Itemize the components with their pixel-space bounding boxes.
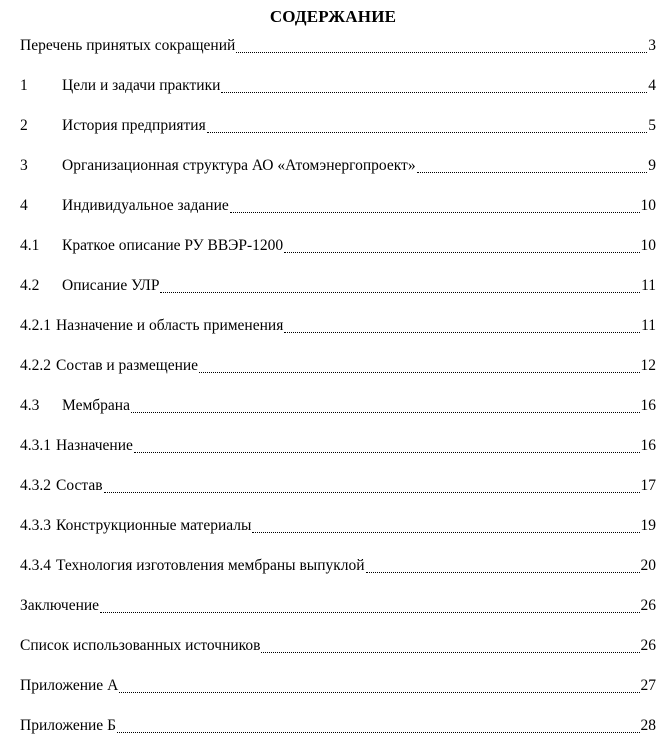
toc-entry-page: 4 — [648, 77, 656, 94]
toc-entry-text: Заключение — [20, 597, 100, 614]
toc-dot-leader — [100, 596, 639, 613]
toc-entry-text: Приложение А — [20, 677, 119, 694]
toc-entry-page: 11 — [641, 277, 656, 294]
toc-entry-text: Перечень принятых сокращений — [20, 37, 236, 54]
toc-entry-number: 2 — [20, 117, 28, 134]
toc-entry[interactable] — [20, 356, 656, 396]
toc-entry[interactable] — [20, 196, 656, 236]
toc-entry[interactable] — [20, 476, 656, 516]
toc-entry-number: 3 — [20, 157, 28, 174]
toc-entry[interactable] — [20, 556, 656, 596]
toc-entry[interactable] — [20, 36, 656, 76]
toc-entry-number: 4 — [20, 197, 28, 214]
toc-entry-text: Краткое описание РУ ВВЭР-1200 — [62, 237, 284, 254]
toc-dot-leader — [261, 636, 639, 653]
toc-entry-text: Приложение Б — [20, 717, 116, 734]
toc-entry-number: 4.3.2 — [20, 477, 51, 494]
toc-entry[interactable] — [20, 636, 656, 676]
toc-entry[interactable] — [20, 716, 656, 756]
toc-dot-leader — [284, 236, 639, 253]
toc-entry-page: 16 — [640, 397, 656, 414]
toc-entry-page: 9 — [648, 157, 656, 174]
toc-entry-number: 4.3 — [20, 397, 40, 414]
toc-entry-text: Мембрана — [62, 397, 130, 414]
toc-entry-text: Назначение — [56, 437, 133, 454]
toc-entry-text: Состав — [56, 477, 103, 494]
toc-entry-page: 11 — [641, 317, 656, 334]
toc-dot-leader — [134, 436, 640, 453]
toc-entry-text: Индивидуальное задание — [62, 197, 229, 214]
toc-dot-leader — [131, 396, 640, 413]
toc-dot-leader — [207, 116, 648, 133]
toc-dot-leader — [221, 76, 647, 93]
toc-entry-page: 28 — [640, 717, 656, 734]
toc-entry-number: 4.1 — [20, 237, 40, 254]
toc-entry-number: 4.2.1 — [20, 317, 51, 334]
toc-entry[interactable] — [20, 116, 656, 156]
toc-entry[interactable] — [20, 156, 656, 196]
toc-entry-text: Организационная структура АО «Атомэнергопроект» — [62, 157, 416, 174]
toc-entry-number: 4.3.3 — [20, 517, 51, 534]
toc-entry[interactable] — [20, 276, 656, 316]
toc-dot-leader — [284, 316, 640, 333]
toc-entry-page: 26 — [640, 637, 656, 654]
toc-dot-leader — [160, 276, 640, 293]
toc-entry-number: 4.3.1 — [20, 437, 51, 454]
toc-dot-leader — [119, 676, 639, 693]
toc-entry[interactable] — [20, 596, 656, 636]
toc-dot-leader — [199, 356, 639, 373]
toc-entry-text: История предприятия — [62, 117, 206, 134]
toc-entry-number: 4.3.4 — [20, 557, 51, 574]
toc-entry-page: 20 — [640, 557, 656, 574]
toc-dot-leader — [104, 476, 640, 493]
toc-entry-number: 4.2 — [20, 277, 40, 294]
toc-entry[interactable] — [20, 676, 656, 716]
toc-entry[interactable] — [20, 76, 656, 116]
toc-dot-leader — [230, 196, 640, 213]
toc-entry-page: 10 — [640, 237, 656, 254]
toc-entry[interactable] — [20, 316, 656, 356]
toc-entry-text: Описание УЛР — [62, 277, 160, 294]
toc-entry-page: 26 — [640, 597, 656, 614]
toc-entry-page: 16 — [640, 437, 656, 454]
toc-dot-leader — [417, 156, 648, 173]
toc-entry-text: Состав и размещение — [56, 357, 199, 374]
toc-entry-page: 3 — [648, 37, 656, 54]
toc-entry-text: Цели и задачи практики — [62, 77, 221, 94]
toc-entry-text: Конструкционные материалы — [56, 517, 252, 534]
toc-dot-leader — [366, 556, 640, 573]
toc-entry-page: 27 — [640, 677, 656, 694]
toc-dot-leader — [236, 36, 647, 53]
toc-entry-page: 19 — [640, 517, 656, 534]
toc-entry[interactable] — [20, 436, 656, 476]
toc-entry-text: Технология изготовления мембраны выпуклой — [56, 557, 365, 574]
toc-entry-page: 5 — [648, 117, 656, 134]
toc-entry-text: Список использованных источников — [20, 637, 261, 654]
table-of-contents — [20, 36, 656, 756]
toc-entry-number: 1 — [20, 77, 28, 94]
toc-dot-leader — [117, 716, 640, 733]
toc-entry[interactable] — [20, 516, 656, 556]
toc-entry[interactable] — [20, 396, 656, 436]
toc-title: СОДЕРЖАНИЕ — [269, 7, 397, 26]
toc-dot-leader — [252, 516, 639, 533]
toc-entry[interactable] — [20, 236, 656, 276]
toc-entry-text: Назначение и область применения — [56, 317, 284, 334]
toc-entry-page: 17 — [640, 477, 656, 494]
toc-entry-number: 4.2.2 — [20, 357, 51, 374]
toc-entry-page: 10 — [640, 197, 656, 214]
toc-entry-page: 12 — [640, 357, 656, 374]
